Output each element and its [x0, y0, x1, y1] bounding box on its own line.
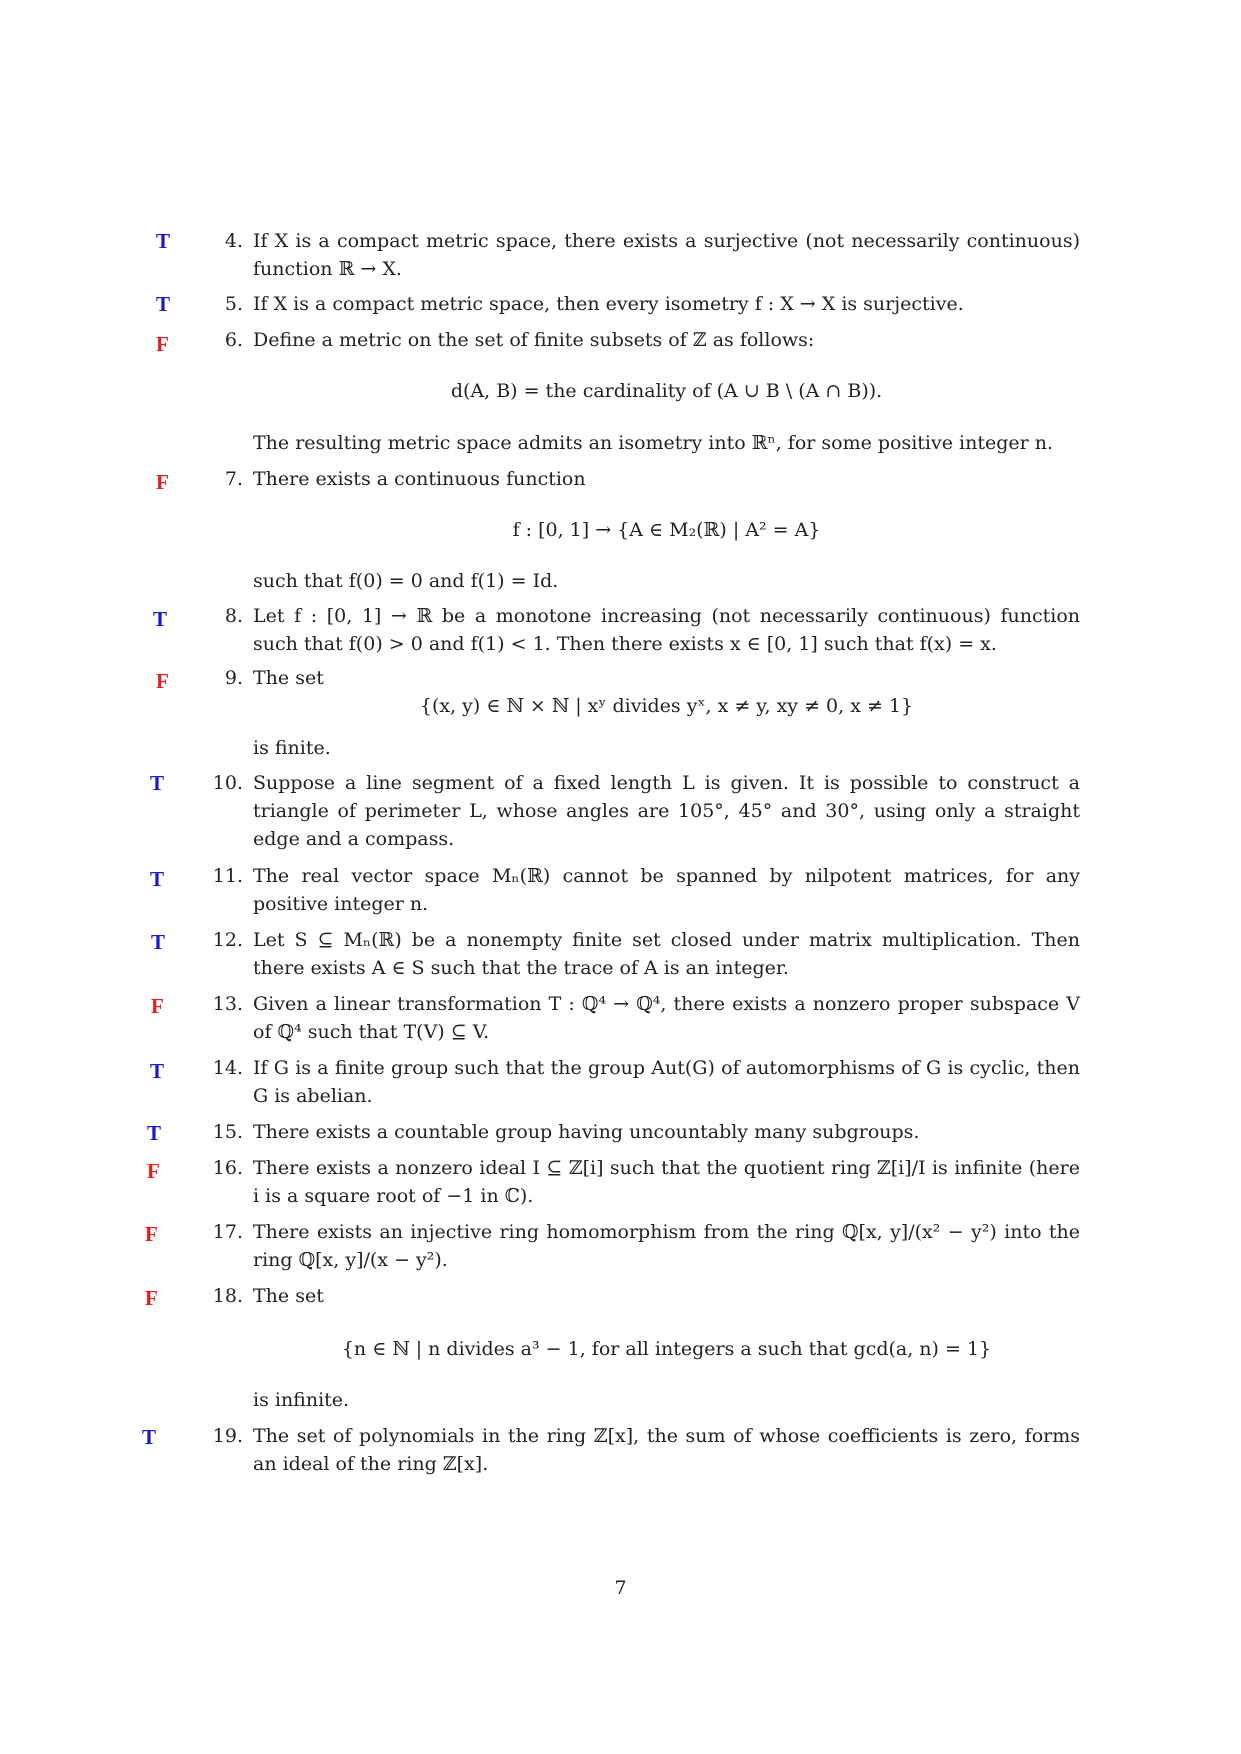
item-number: 14. [212, 1057, 243, 1079]
item-number: 5. [224, 293, 243, 315]
item-number: 11. [212, 865, 243, 887]
item-text: Given a linear transformation T : ℚ⁴ → ℚ⁴, there exists a nonzero proper subspace V of ℚ⁴ such that T(V) ⊆ V. [253, 993, 1080, 1043]
item-number: 13. [212, 993, 243, 1015]
item-number: 17. [212, 1221, 243, 1243]
page-number: 7 [614, 1577, 627, 1599]
answer-mark: T [150, 1059, 165, 1083]
item-number: 12. [212, 929, 243, 951]
item-number: 9. [224, 667, 243, 689]
answer-mark: F [145, 1222, 158, 1246]
display-formula: {n ∈ ℕ | n divides a³ − 1, for all integers a such that gcd(a, n) = 1} [341, 1338, 992, 1360]
item-text: The real vector space Mₙ(ℝ) cannot be spanned by nilpotent matrices, for any positive integer n. [253, 865, 1080, 915]
answer-mark: F [156, 470, 169, 494]
item-text: If X is a compact metric space, there exists a surjective (not necessarily continuous) function ℝ → X. [253, 230, 1080, 280]
answer-mark: T [156, 229, 171, 253]
item-number: 4. [224, 230, 243, 252]
item-number: 7. [224, 468, 243, 490]
answer-mark: F [156, 669, 169, 693]
item-text: If X is a compact metric space, then every isometry f : X → X is surjective. [253, 293, 964, 315]
item-text: Let S ⊆ Mₙ(ℝ) be a nonempty finite set closed under matrix multiplication. Then there exists A ∈ S such that the trace of A is an integer. [253, 929, 1080, 979]
display-formula: {(x, y) ∈ ℕ × ℕ | xʸ divides yˣ, x ≠ y, xy ≠ 0, x ≠ 1} [419, 695, 914, 717]
item-text: The set of polynomials in the ring ℤ[x], the sum of whose coefficients is zero, forms an ideal of the ring ℤ[x]. [253, 1425, 1080, 1475]
item-number: 6. [224, 329, 243, 351]
answer-mark: T [156, 292, 171, 316]
display-formula: f : [0, 1] → {A ∈ M₂(ℝ) | A² = A} [512, 519, 821, 541]
item-text: There exists a nonzero ideal I ⊆ ℤ[i] such that the quotient ring ℤ[i]/I is infinite (here i is a square root of −1 in ℂ). [253, 1157, 1080, 1207]
item-number: 18. [212, 1285, 243, 1307]
item-continuation: such that f(0) = 0 and f(1) = Id. [253, 570, 559, 592]
answer-mark: F [156, 332, 169, 356]
item-number: 8. [224, 605, 243, 627]
item-text: Let f : [0, 1] → ℝ be a monotone increasing (not necessarily continuous) function such that f(0) > 0 and f(1) < 1. Then there exists x ∈ [0, 1] such that f(x) = x. [253, 605, 1080, 655]
answer-mark: F [145, 1286, 158, 1310]
item-number: 19. [212, 1425, 243, 1447]
item-continuation: is infinite. [253, 1389, 350, 1411]
item-continuation: is finite. [253, 737, 331, 759]
answer-mark: T [142, 1425, 157, 1449]
item-number: 15. [212, 1121, 243, 1143]
answer-mark: F [151, 994, 164, 1018]
item-text: There exists an injective ring homomorphism from the ring ℚ[x, y]/(x² − y²) into the ring ℚ[x, y]/(x − y²). [253, 1221, 1080, 1271]
answer-mark: T [153, 607, 168, 631]
item-text: Define a metric on the set of finite subsets of ℤ as follows: [253, 329, 815, 351]
answer-mark: T [147, 1121, 162, 1145]
answer-mark: T [151, 930, 166, 954]
item-text: There exists a countable group having uncountably many subgroups. [253, 1121, 920, 1143]
answer-mark: F [147, 1159, 160, 1183]
item-text: The set [253, 1285, 324, 1307]
item-text: If G is a finite group such that the group Aut(G) of automorphisms of G is cyclic, then G is abelian. [253, 1057, 1080, 1107]
item-continuation: The resulting metric space admits an isometry into ℝⁿ, for some positive integer n. [253, 432, 1054, 454]
item-number: 10. [212, 772, 243, 794]
item-text: Suppose a line segment of a fixed length L is given. It is possible to construct a triangle of perimeter L, whose angles are 105°, 45° and 30°, using only a straight edge and a compass. [253, 772, 1080, 850]
answer-mark: T [150, 867, 165, 891]
item-text: The set [253, 667, 324, 689]
display-formula: d(A, B) = the cardinality of (A ∪ B \ (A ∩ B)). [450, 380, 883, 402]
item-number: 16. [212, 1157, 243, 1179]
answer-mark: T [150, 771, 165, 795]
item-text: There exists a continuous function [253, 468, 586, 490]
